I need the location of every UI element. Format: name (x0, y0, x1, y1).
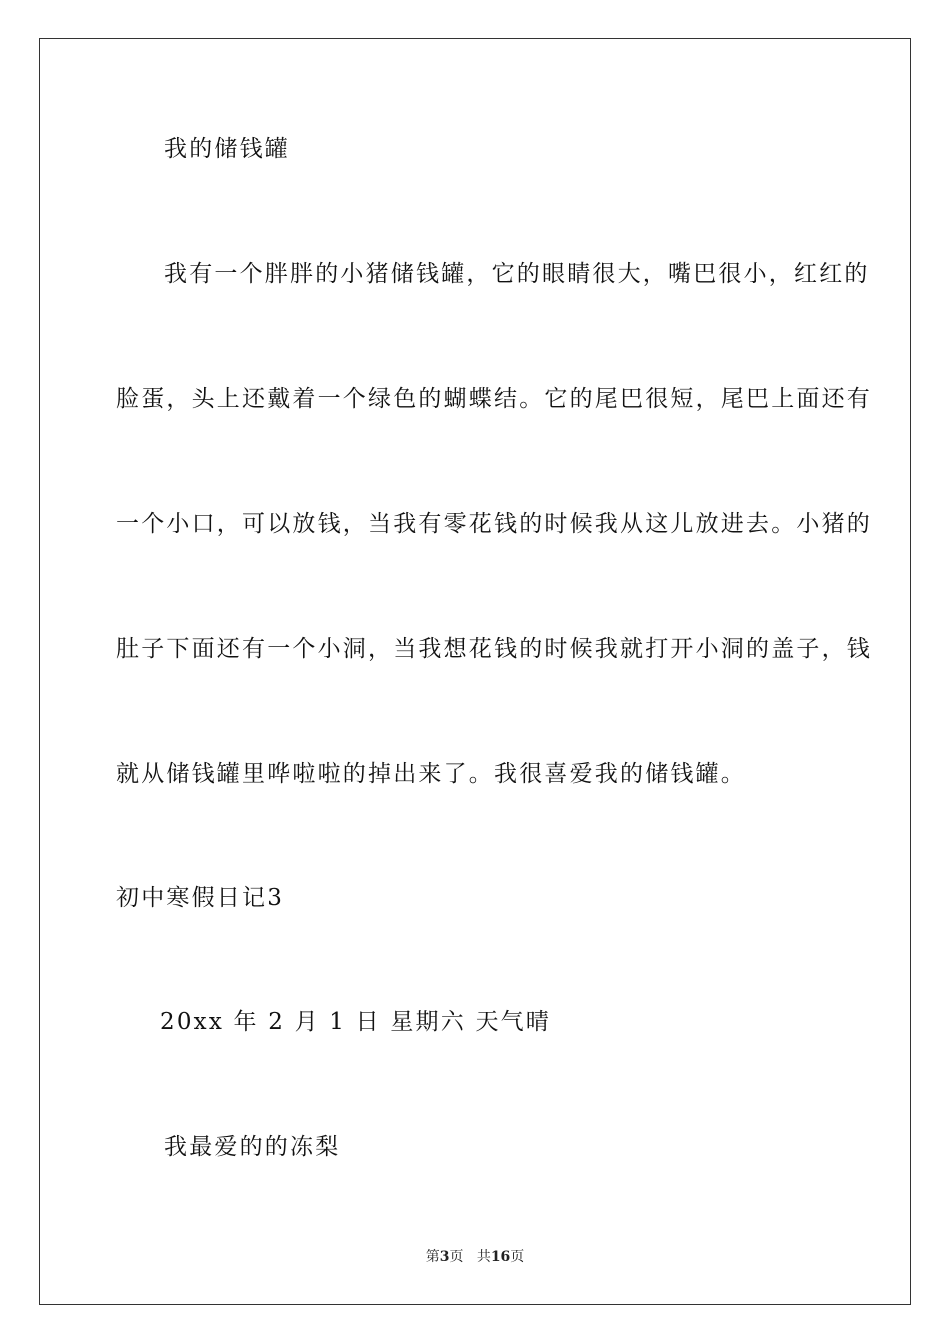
footer-total-prefix: 共 (476, 1249, 491, 1265)
page-footer (0, 1248, 950, 1266)
paragraph-line-3: 一个小口，可以放钱，当我有零花钱的时候我从这儿放进去。小猪的 (116, 511, 872, 537)
paragraph-line-2: 脸蛋，头上还戴着一个绿色的蝴蝶结。它的尾巴很短，尾巴上面还有 (116, 386, 872, 412)
next-essay-title: 我最爱的的冻梨 (164, 1134, 341, 1160)
footer-page-prefix: 第 (425, 1249, 440, 1265)
diary-date-line: 20xx 年 2 月 1 日 星期六 天气晴 (160, 1009, 552, 1035)
paragraph-line-5: 就从储钱罐里哗啦啦的掉出来了。我很喜爱我的储钱罐。 (116, 761, 746, 787)
footer-total-pages: 16 (490, 1249, 511, 1265)
footer-page-suffix: 页 (449, 1249, 464, 1265)
footer-page-number: 3 (439, 1249, 450, 1265)
paragraph-line-1: 我有一个胖胖的小猪储钱罐，它的眼睛很大，嘴巴很小，红红的 (164, 261, 870, 287)
essay-title: 我的储钱罐 (164, 136, 290, 162)
paragraph-line-4: 肚子下面还有一个小洞，当我想花钱的时候我就打开小洞的盖子，钱 (116, 636, 872, 662)
page-frame (39, 38, 911, 1305)
section-heading: 初中寒假日记3 (116, 885, 285, 911)
footer-total-suffix: 页 (510, 1249, 525, 1265)
